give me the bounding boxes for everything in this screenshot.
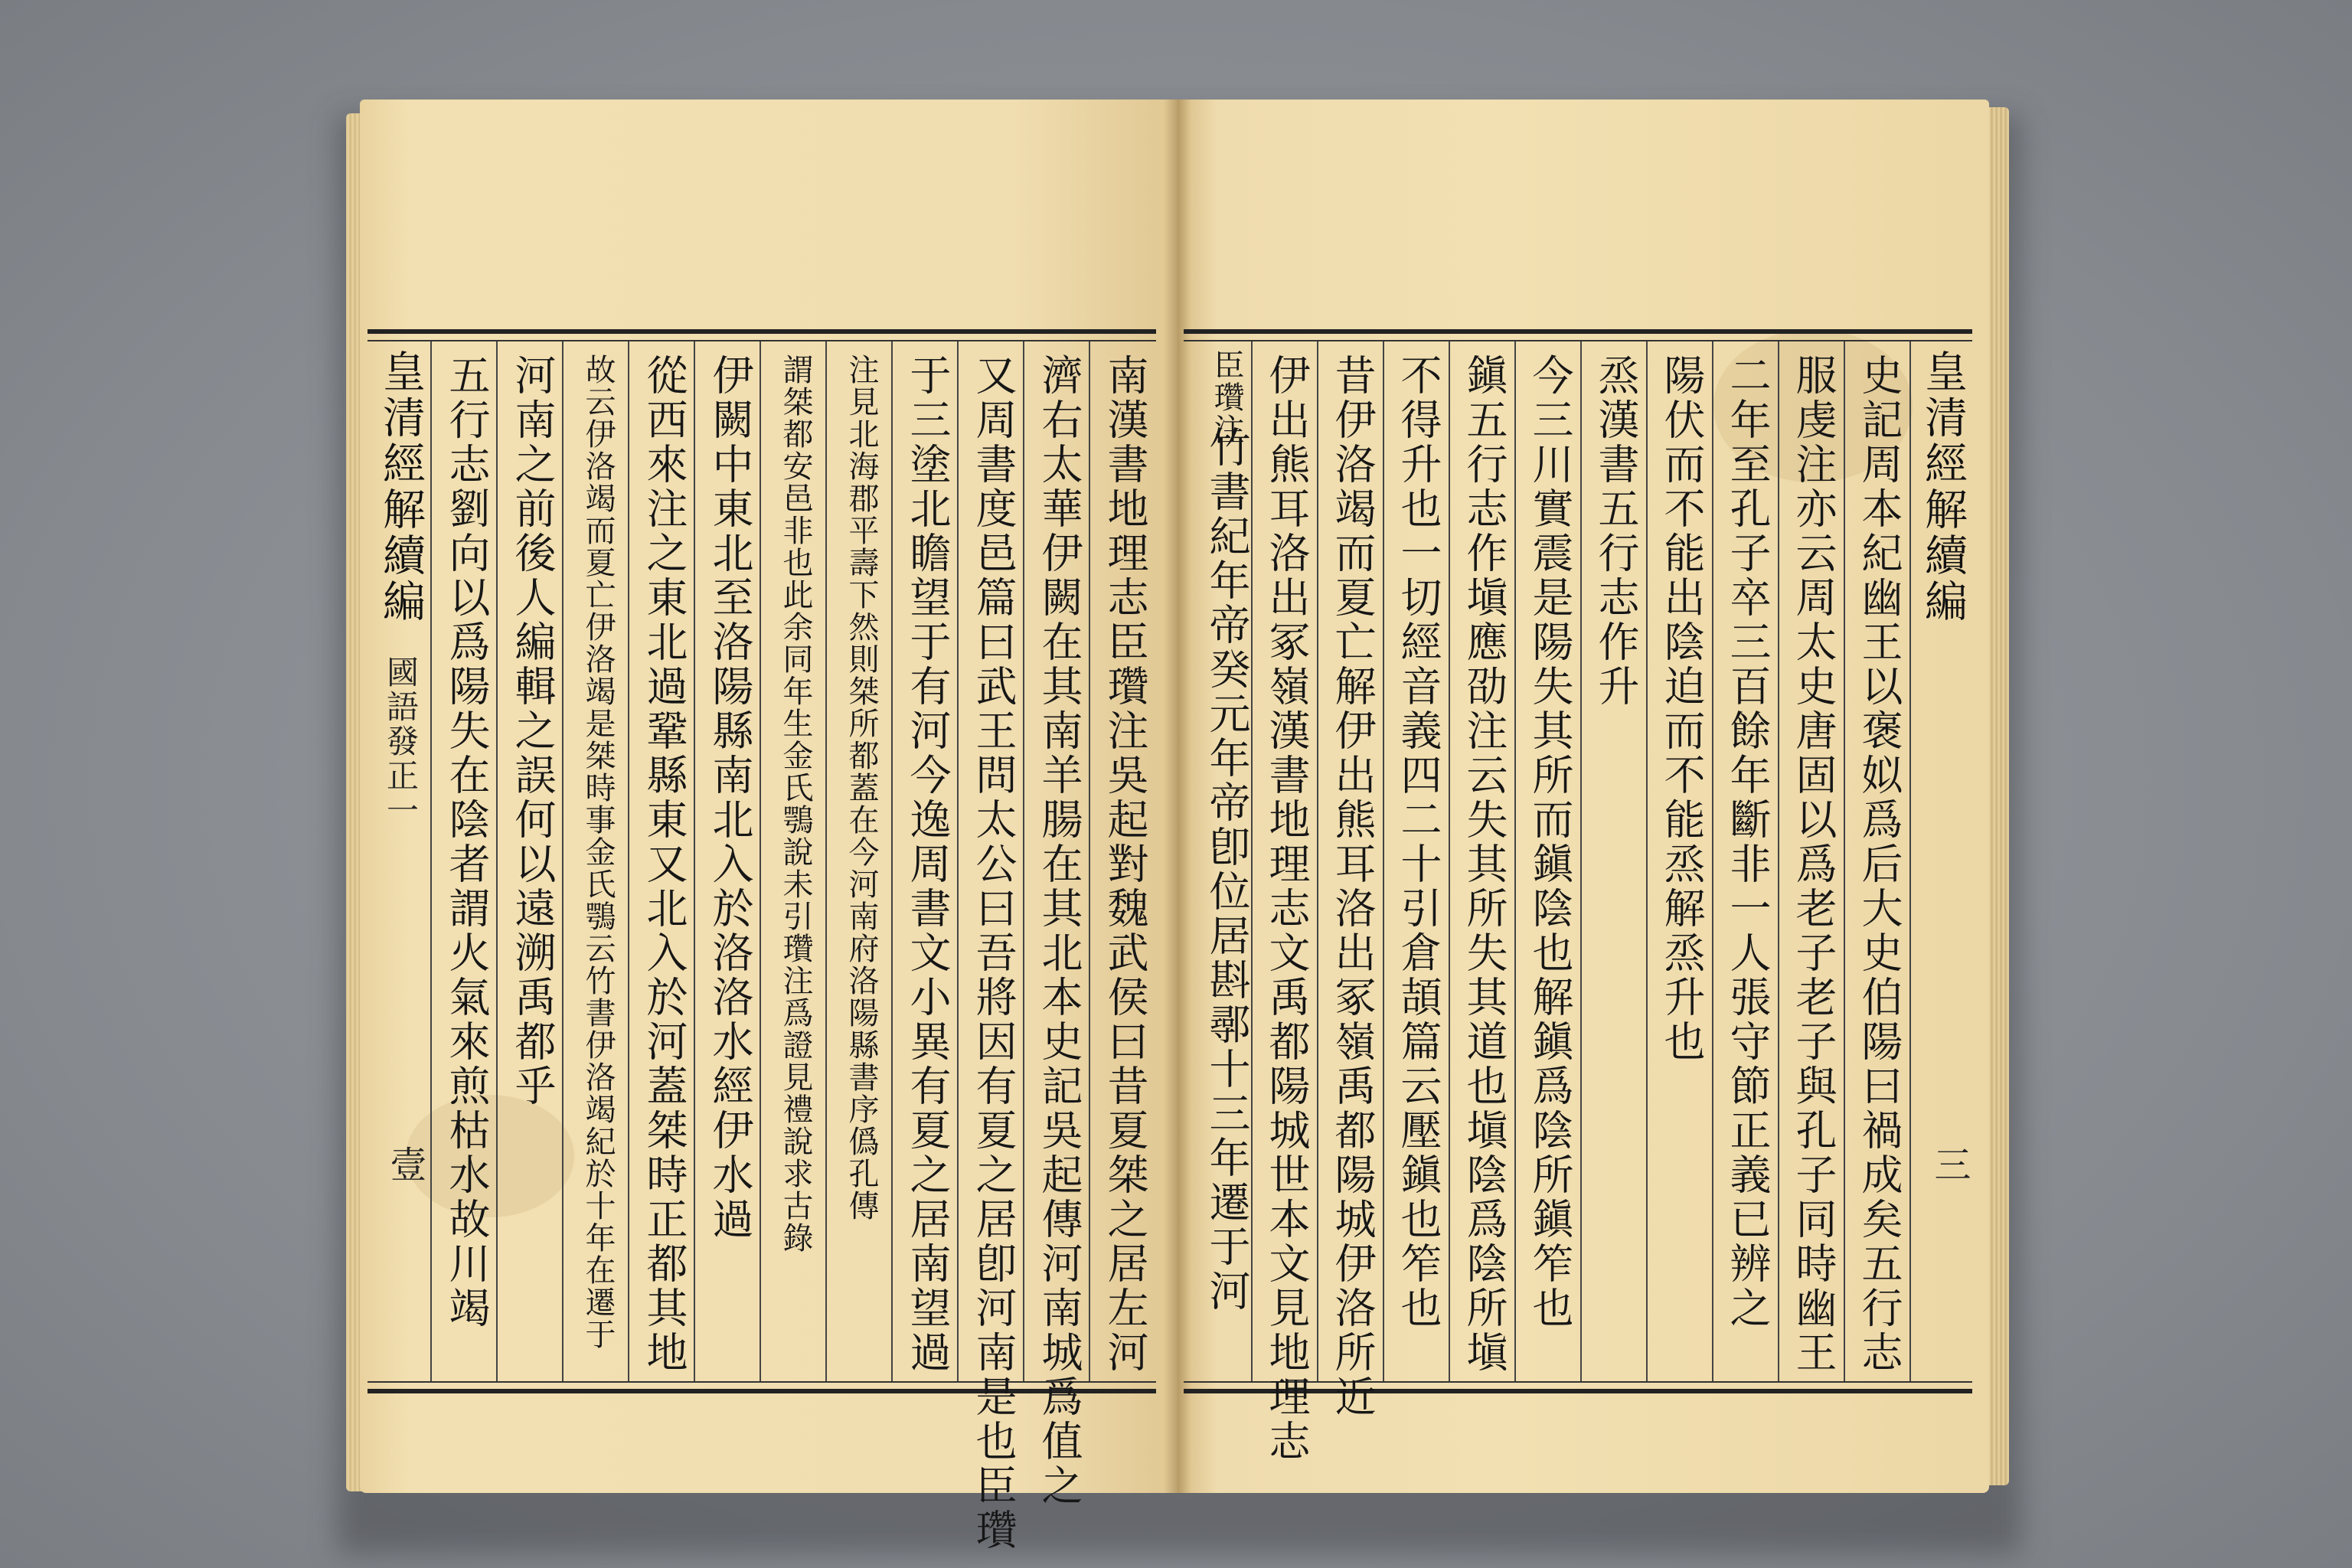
column-rule	[1383, 341, 1384, 1381]
text-column: 鎭五行志作塡應劭注云失其所失其道也塡陰爲陰所塡	[1460, 354, 1508, 1375]
text-column: 又周書度邑篇曰武王問太公曰吾將因有夏之居卽河南是也臣瓚	[969, 354, 1018, 1553]
column-rule	[694, 341, 695, 1381]
text-column: 五行志劉向以爲陽失在陰者謂火氣來煎枯水故川竭	[443, 354, 491, 1331]
text-column: 昔伊洛竭而夏亡解伊出熊耳洛出冢嶺禹都陽城伊洛所近	[1328, 354, 1377, 1419]
column-rule	[1251, 341, 1253, 1381]
column-rule	[1514, 341, 1516, 1381]
column-rule	[496, 341, 498, 1381]
text-column: 今三川實震是陽失其所而鎭陰也解鎭爲陰所鎭笮也	[1526, 354, 1574, 1331]
text-column: 南漢書地理志臣瓚注吳起對魏武侯曰昔夏桀之居左河	[1101, 354, 1149, 1375]
column-rule	[1844, 341, 1845, 1381]
column-rule	[562, 341, 564, 1381]
text-column: 故云伊洛竭而夏亡伊洛竭是桀時事金氏鶚云竹書伊洛竭紀於十年在遷于	[580, 354, 616, 1351]
annotation-label: 臣瓚注	[1209, 349, 1244, 446]
text-column: 不得升也一切經音義四二十引倉頡篇云壓鎭也笮也	[1394, 354, 1442, 1331]
section-title: 國語發正一	[382, 655, 420, 828]
column-rule	[1646, 341, 1648, 1381]
text-column: 竹書紀年帝癸元年帝卽位居斟鄩十三年遷于河	[1203, 426, 1251, 1314]
text-column: 服虔注亦云周太史唐固以爲老子老子與孔子同時幽王	[1789, 354, 1838, 1375]
text-column: 于三塗北瞻望于有河今逸周書文小異有夏之居南望過	[903, 354, 952, 1375]
text-column: 謂桀都安邑非也此余同年生金氏鶚說未引瓚注爲證見禮說求古錄	[778, 354, 813, 1254]
column-rule	[957, 341, 959, 1381]
column-rule	[1089, 341, 1090, 1381]
column-rule	[1712, 341, 1713, 1381]
text-column: 注見北海郡平壽下然則桀所都蓋在今河南府洛陽縣書序僞孔傳	[844, 354, 879, 1222]
text-column: 河南之前後人編輯之誤何以遠溯禹都乎	[508, 354, 557, 1109]
right-folio: 三	[1928, 1145, 1971, 1182]
text-column: 從西來注之東北過鞏縣東又北入於河蓋桀時正都其地	[640, 354, 688, 1375]
column-rule	[1580, 341, 1582, 1381]
column-rule	[1778, 341, 1779, 1381]
column-rule	[1023, 341, 1024, 1381]
text-column: 烝漢書五行志作升	[1592, 354, 1640, 709]
text-column: 濟右太華伊闕在其南羊腸在其北本史記吳起傳河南城爲值之	[1035, 354, 1083, 1508]
column-rule	[825, 341, 827, 1381]
left-text-frame	[368, 329, 1156, 1553]
column-rule	[430, 341, 432, 1381]
column-rule	[1317, 341, 1318, 1381]
column-rule	[891, 341, 893, 1381]
text-column: 伊闕中東北至洛陽縣南北入於洛洛水經伊水過	[706, 354, 754, 1242]
column-rule	[760, 341, 761, 1381]
book-title: 皇清經解續編	[376, 349, 426, 625]
left-folio: 壹	[384, 1145, 426, 1182]
text-column: 史記周本紀幽王以褒姒爲后大史伯陽曰禍成矣五行志	[1855, 354, 1903, 1375]
text-column: 二年至孔子卒三百餘年斷非一人張守節正義已辨之	[1723, 354, 1772, 1331]
right-text-frame	[1184, 329, 1972, 1464]
column-rule	[1449, 341, 1450, 1381]
column-rule	[1909, 341, 1911, 1381]
book-title: 皇清經解續編	[1918, 349, 1968, 625]
column-rule	[628, 341, 629, 1381]
text-column: 陽伏而不能出陰迫而不能烝解烝升也	[1658, 354, 1706, 1064]
text-column: 伊出熊耳洛出冢嶺漢書地理志文禹都陽城世本文見地理志	[1263, 354, 1311, 1464]
